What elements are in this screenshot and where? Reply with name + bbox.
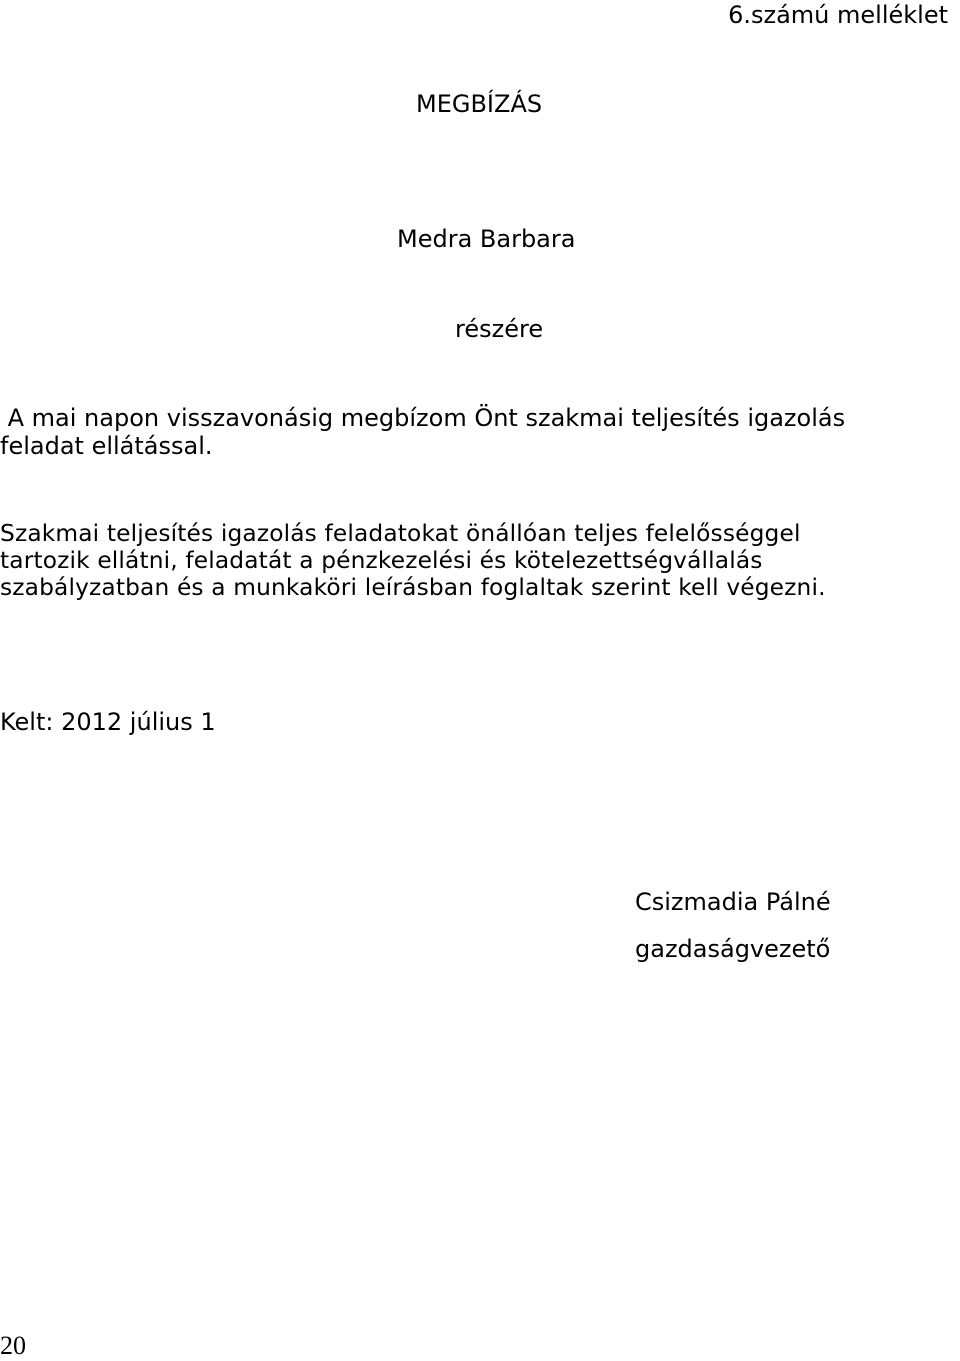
paragraph-duties-line: Szakmai teljesítés igazolás feladatokat önállóan teljes felelősséggel (0, 520, 801, 547)
signatory-position: gazdaságvezető (635, 935, 831, 963)
recipient-suffix: részére (455, 315, 544, 343)
annex-label: 6.számú melléklet (728, 1, 948, 29)
page-number: 20 (0, 1331, 26, 1360)
recipient-name: Medra Barbara (397, 225, 576, 253)
paragraph-duties (0, 520, 826, 601)
date-line: Kelt: 2012 július 1 (0, 708, 216, 736)
paragraph-duties-line: szabályzatban és a munkaköri leírásban foglaltak szerint kell végezni. (0, 574, 826, 601)
paragraph-assignment-line: feladat ellátással. (0, 432, 213, 460)
document-title: MEGBÍZÁS (416, 90, 543, 118)
paragraph-assignment (0, 404, 845, 460)
paragraph-assignment-line: A mai napon visszavonásig megbízom Önt szakmai teljesítés igazolás (0, 404, 846, 432)
signatory-name: Csizmadia Pálné (635, 888, 831, 916)
paragraph-duties-line: tartozik ellátni, feladatát a pénzkezelési és kötelezettségvállalás (0, 547, 763, 574)
